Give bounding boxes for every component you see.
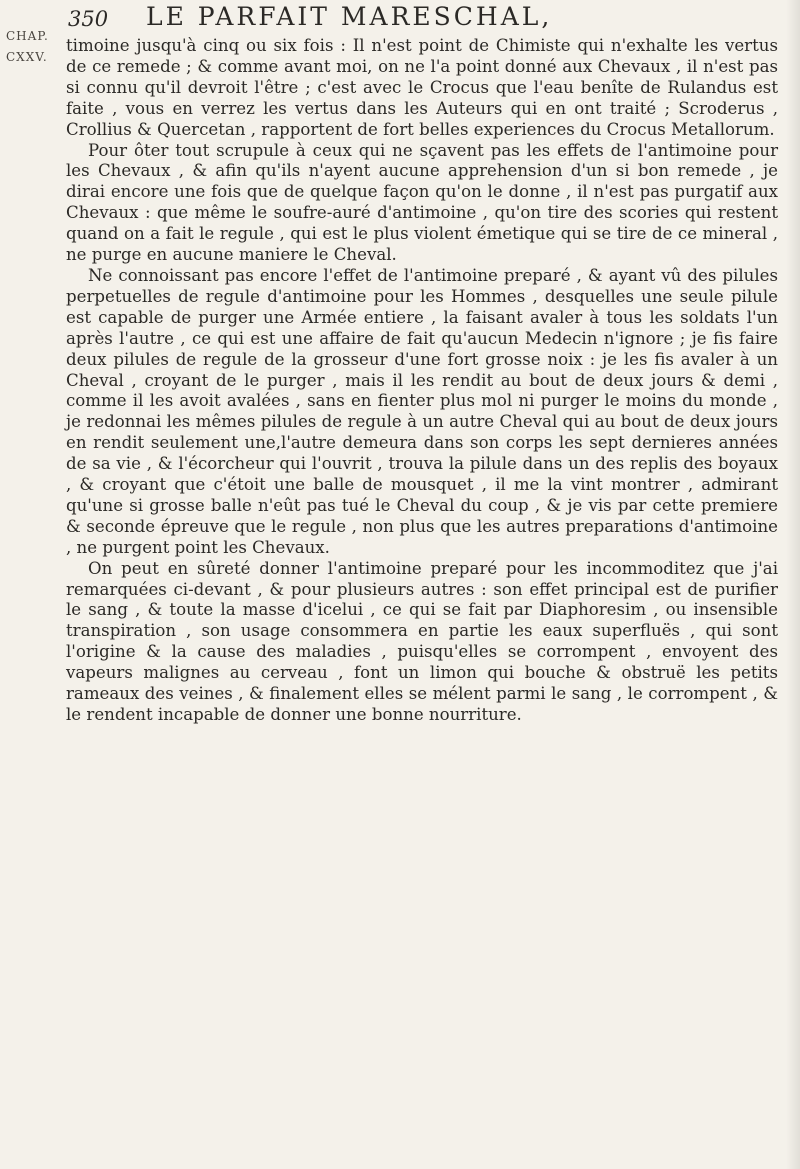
paragraph-4: On peut en sûreté donner l'antimoine preparé pour les incommoditez que j'ai remarquées ci-devant , & pour plusieurs autres : son effet principal est de purifier le sang , & toute la masse d'icelui , ce qui se fait par Diaphoresim , ou insensible transpiration , son usage consommera en partie les eaux superfluës , qui sont l'origine & la cause des maladies , puisqu'elles se corrompent , envoyent des vapeurs malignes au cerveau , font un limon qui bouche & obstruë les petits rameaux des veines , & finalement elles se mélent parmi le sang , le corrompent , & le rendent incapable de donner une bonne nourriture. — [66, 558, 778, 724]
margin-chap: CHAP. — [6, 29, 49, 43]
page-body — [66, 36, 778, 726]
margin-note — [6, 26, 58, 68]
running-title: LE PARFAIT MARESCHAL, — [146, 2, 553, 31]
paragraph-1: timoine jusqu'à cinq ou six fois : Il n'est point de Chimiste qui n'exhalte les vertus de ce remede ; & comme avant moi, on ne l'a point donné aux Chevaux , il n'est pas si connu qu'il devroit l'être ; c'est avec le Crocus que l'eau benîte de Rulandus est faite , vous en verrez les vertus dans les Auteurs qui en ont traité ; Scroderus , Crollius & Quercetan , rapportent de fort belles experiences du Crocus Metallorum. — [66, 36, 778, 139]
paragraph-3: Ne connoissant pas encore l'effet de l'antimoine preparé , & ayant vû des pilules perpetuelles de regule d'antimoine pour les Hommes , desquelles une seule pilule est capable de purger une Armée entiere , la faisant avaler à tous les soldats l'un après l'autre , ce qui est une affaire de fait qu'aucun Medecin n'ignore ; je fis faire deux pilules de regule de la grosseur d'une fort grosse noix : je les fis avaler à un Cheval , croyant de le purger , mais il les rendit au bout de deux jours & demi , comme il les avoit avalées , sans en fienter plus mol ni purger le moins du monde , je redonnai les mêmes pilules de regule à un autre Cheval qui au bout de deux jours en rendit seulement une,l'autre demeura dans son corps les sept dernieres années de sa vie , & l'écorcheur qui l'ouvrit , trouva la pilule dans un des replis des boyaux , & croyant que c'étoit une balle de mousquet , il me la vint montrer , admirant qu'une si grosse balle n'eût pas tué le Cheval du coup , & je vis par cette premiere & seconde épreuve que le regule , non plus que les autres preparations d'antimoine , ne purgent point les Chevaux. — [66, 265, 778, 557]
page-edge-shadow — [786, 0, 800, 1169]
paragraph-2: Pour ôter tout scrupule à ceux qui ne sçavent pas les effets de l'antimoine pour les Chevaux , & afin qu'ils n'ayent aucune apprehension d'un si bon remede , je dirai encore une fois que de quelque façon qu'on le donne , il n'est pas purgatif aux Chevaux : que même le soufre-auré d'antimoine , qu'on tire des scories qui restent quand on a fait le regule , qui est le plus violent émetique qui se tire de ce mineral , ne purge en aucune maniere le Cheval. — [66, 140, 778, 265]
page-number: 350 — [68, 7, 109, 31]
margin-chapter-number: CXXV. — [6, 50, 48, 64]
page-header — [68, 2, 768, 34]
